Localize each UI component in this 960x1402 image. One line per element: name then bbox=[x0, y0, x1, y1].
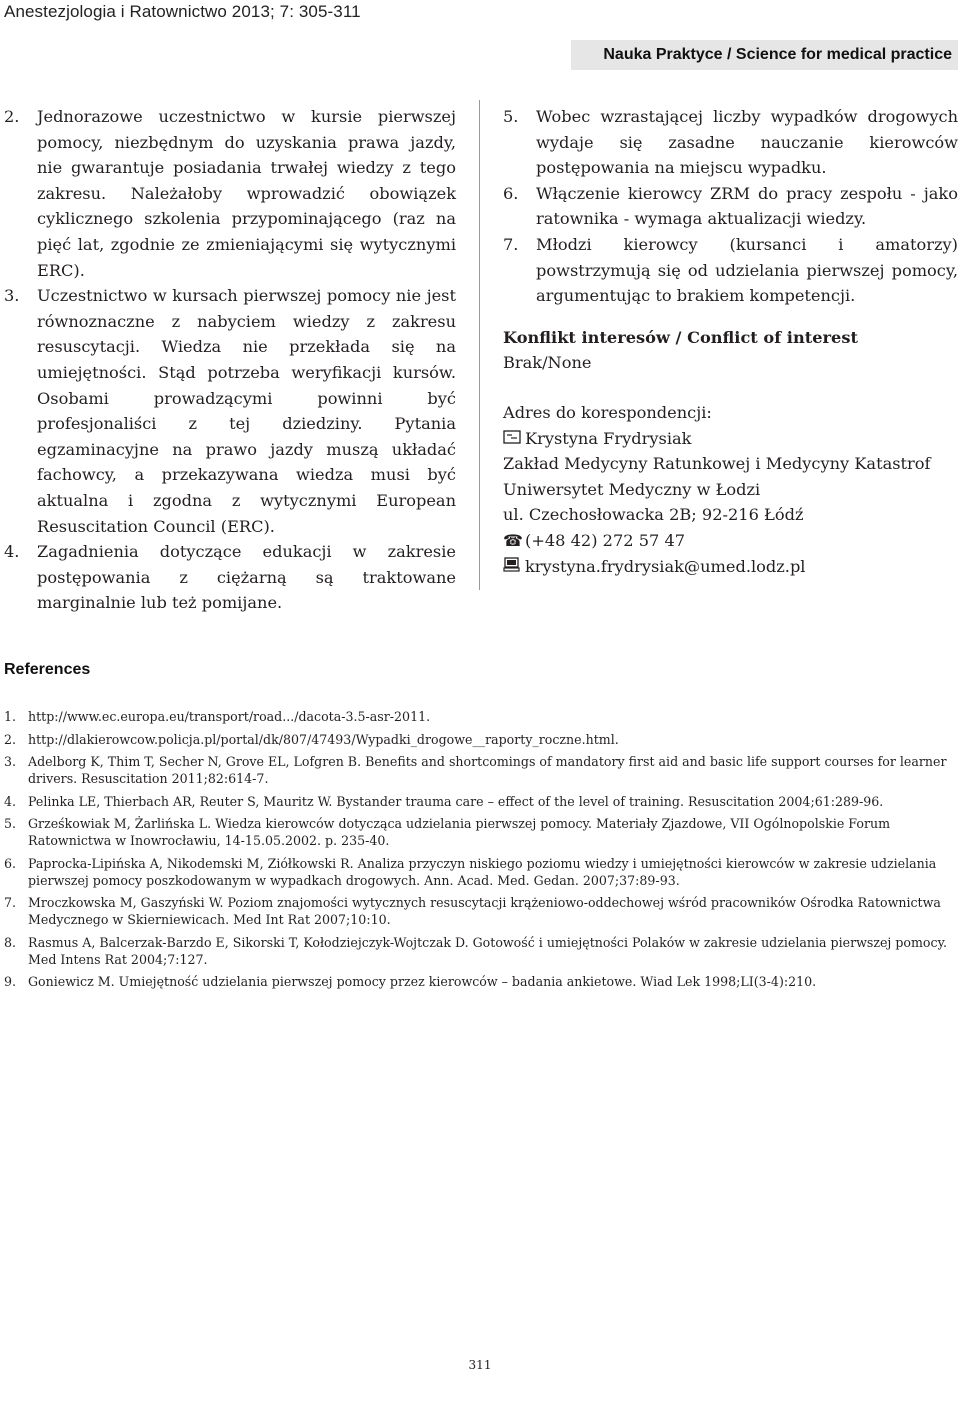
reference-number: 5. bbox=[4, 816, 17, 831]
correspondence-name-row bbox=[503, 426, 958, 452]
conflict-value: Brak/None bbox=[503, 353, 592, 373]
reference-number: 4. bbox=[4, 793, 17, 809]
item-number: 7. bbox=[503, 234, 519, 254]
telephone-icon: ☎ bbox=[503, 530, 524, 550]
column-divider bbox=[479, 100, 480, 590]
correspondence-label: Adres do korespondencji: bbox=[503, 402, 712, 422]
reference-item bbox=[4, 973, 958, 990]
correspondence-phone: (+48 42) 272 57 47 bbox=[525, 530, 686, 550]
computer-icon bbox=[503, 554, 525, 580]
contact-card-icon bbox=[503, 426, 525, 452]
reference-text[interactable]: http://www.ec.europa.eu/transport/road.../dacota-3.5-asr-2011. bbox=[28, 709, 431, 724]
reference-number: 2. bbox=[4, 731, 17, 747]
reference-item bbox=[4, 894, 958, 928]
list-item bbox=[4, 104, 456, 283]
reference-item bbox=[4, 934, 958, 968]
item-number: 3. bbox=[4, 286, 20, 306]
item-text: Zagadnienia dotyczące edukacji w zakresie postępowania z ciężarną są traktowane marginalnie lub też pomijane. bbox=[37, 542, 456, 613]
item-text: Uczestnictwo w kursach pierwszej pomocy nie jest równoznaczne z nabyciem wiedzy z zakresu resuscytacji. Wiedza nie przekłada się na umiejętności. Stąd potrzeba weryfikacji kursów. Osobami prowadzącymi powinni być profesjonaliści z tej dziedziny. Pytania egzaminacyjne na prawo jazdy muszą układać fachowcy, a przekazywana wiedza musi być aktualna i zgodna z wytycznymi European Resuscitation Council (ERC). bbox=[37, 286, 456, 536]
references-heading: References bbox=[4, 661, 91, 678]
item-text: Jednorazowe uczestnictwo w kursie pierwszej pomocy, niezbędnym do uzyskania prawa jazdy, nie gwarantuje posiadania trwałej wiedzy z tego zakresu. Należałoby wprowadzić obowiązek cyklicznego szkolenia przypominającego (raz na pięć lat, zgodnie ze zmieniającymi się wytycznymi ERC). bbox=[37, 107, 456, 280]
reference-number: 7. bbox=[4, 895, 17, 910]
reference-item bbox=[4, 731, 958, 748]
reference-text: Grześkowiak M, Żarlińska L. Wiedza kierowców dotycząca udzielania pierwszej pomocy. Materiały Zjazdowe, VII Ogólnopolskie Forum Ratownictwa w Inowrocławiu, 14-15.05.2002. p. 235-40. bbox=[28, 816, 891, 848]
reference-text: Rasmus A, Balcerzak-Barzdo E, Sikorski T, Kołodziejczyk-Wojtczak D. Gotowość i umiejętności Polaków w zakresie udzielania pierwszej pomocy. Med Intens Rat 2004;7:127. bbox=[28, 934, 948, 967]
list-item bbox=[503, 104, 958, 181]
section-title: Nauka Praktyce / Science for medical practice bbox=[603, 46, 952, 63]
correspondence-university: Uniwersytet Medyczny w Łodzi bbox=[503, 479, 761, 499]
reference-item bbox=[4, 793, 958, 810]
reference-number: 9. bbox=[4, 974, 17, 989]
reference-item bbox=[4, 855, 958, 889]
correspondence-name: Krystyna Frydrysiak bbox=[525, 428, 692, 448]
item-number: 5. bbox=[503, 107, 519, 126]
conclusions-list-right bbox=[503, 104, 958, 309]
list-item bbox=[4, 539, 456, 616]
conclusions-list-left bbox=[4, 104, 456, 616]
correspondence-street: ul. Czechosłowacka 2B; 92-216 Łódź bbox=[503, 505, 804, 525]
journal-citation: Anestezjologia i Ratownictwo 2013; 7: 305-311 bbox=[4, 2, 361, 21]
item-text: Wobec wzrastającej liczby wypadków drogowych wydaje się zasadne nauczanie kierowców postępowania na miejscu wypadku. bbox=[536, 107, 958, 178]
reference-item bbox=[4, 815, 958, 849]
correspondence-email-row bbox=[503, 554, 958, 580]
reference-number: 6. bbox=[4, 855, 17, 871]
reference-item bbox=[4, 708, 958, 725]
page-number: 311 bbox=[468, 1358, 492, 1372]
reference-number: 3. bbox=[4, 754, 17, 769]
reference-text: Pelinka LE, Thierbach AR, Reuter S, Mauritz W. Bystander trauma care – effect of the level of training. Resuscitation 2004;61:289-96. bbox=[28, 793, 884, 809]
right-column bbox=[503, 104, 958, 579]
correspondence-email[interactable]: krystyna.frydrysiak@umed.lodz.pl bbox=[525, 556, 806, 576]
list-item bbox=[4, 283, 456, 539]
reference-number: 1. bbox=[4, 709, 17, 724]
item-text: Młodzi kierowcy (kursanci i amatorzy) powstrzymują się od udzielania pierwszej pomocy, argumentując to brakiem kompetencji. bbox=[536, 234, 958, 306]
reference-number: 8. bbox=[4, 934, 17, 950]
section-banner bbox=[571, 40, 958, 70]
reference-text: Mroczkowska M, Gaszyński W. Poziom znajomości wytycznych resuscytacji krążeniowo-oddechowej wśród pracowników Ośrodka Ratownictwa Medycznego w Skierniewicach. Med Int Rat 2007;10:10. bbox=[28, 895, 941, 927]
item-number: 2. bbox=[4, 107, 20, 126]
reference-text[interactable]: http://dlakierowcow.policja.pl/portal/dk/807/47493/Wypadki_drogowe__raporty_roczne.html. bbox=[28, 731, 619, 747]
reference-item bbox=[4, 753, 958, 787]
reference-text: Adelborg K, Thim T, Secher N, Grove EL, Lofgren B. Benefits and shortcomings of mandatory first aid and basic life support courses for learner drivers. Resuscitation 2011;82:614-7. bbox=[28, 754, 947, 786]
reference-text: Paprocka-Lipińska A, Nikodemski M, Ziółkowski R. Analiza przyczyn niskiego poziomu wiedzy i umiejętności kierowców w zakresie udzielania pierwszej pomocy poszkodowanym w wypadkach drogowych. Ann. Acad. Med. Gedan. 2007;37:89-93. bbox=[28, 855, 937, 888]
correspondence-phone-row bbox=[503, 528, 958, 554]
correspondence-department: Zakład Medycyny Ratunkowej i Medycyny Katastrof bbox=[503, 454, 931, 474]
item-text: Włączenie kierowcy ZRM do pracy zespołu - jako ratownika - wymaga aktualizacji wiedzy. bbox=[536, 183, 958, 229]
item-number: 6. bbox=[503, 183, 519, 203]
item-number: 4. bbox=[4, 542, 20, 562]
list-item bbox=[503, 181, 958, 232]
references-list bbox=[4, 708, 958, 996]
conflict-heading: Konflikt interesów / Conflict of interest bbox=[503, 327, 858, 347]
reference-text: Goniewicz M. Umiejętność udzielania pierwszej pomocy przez kierowców – badania ankietowe. Wiad Lek 1998;LI(3-4):210. bbox=[28, 974, 817, 989]
left-column bbox=[4, 104, 456, 616]
list-item bbox=[503, 232, 958, 309]
